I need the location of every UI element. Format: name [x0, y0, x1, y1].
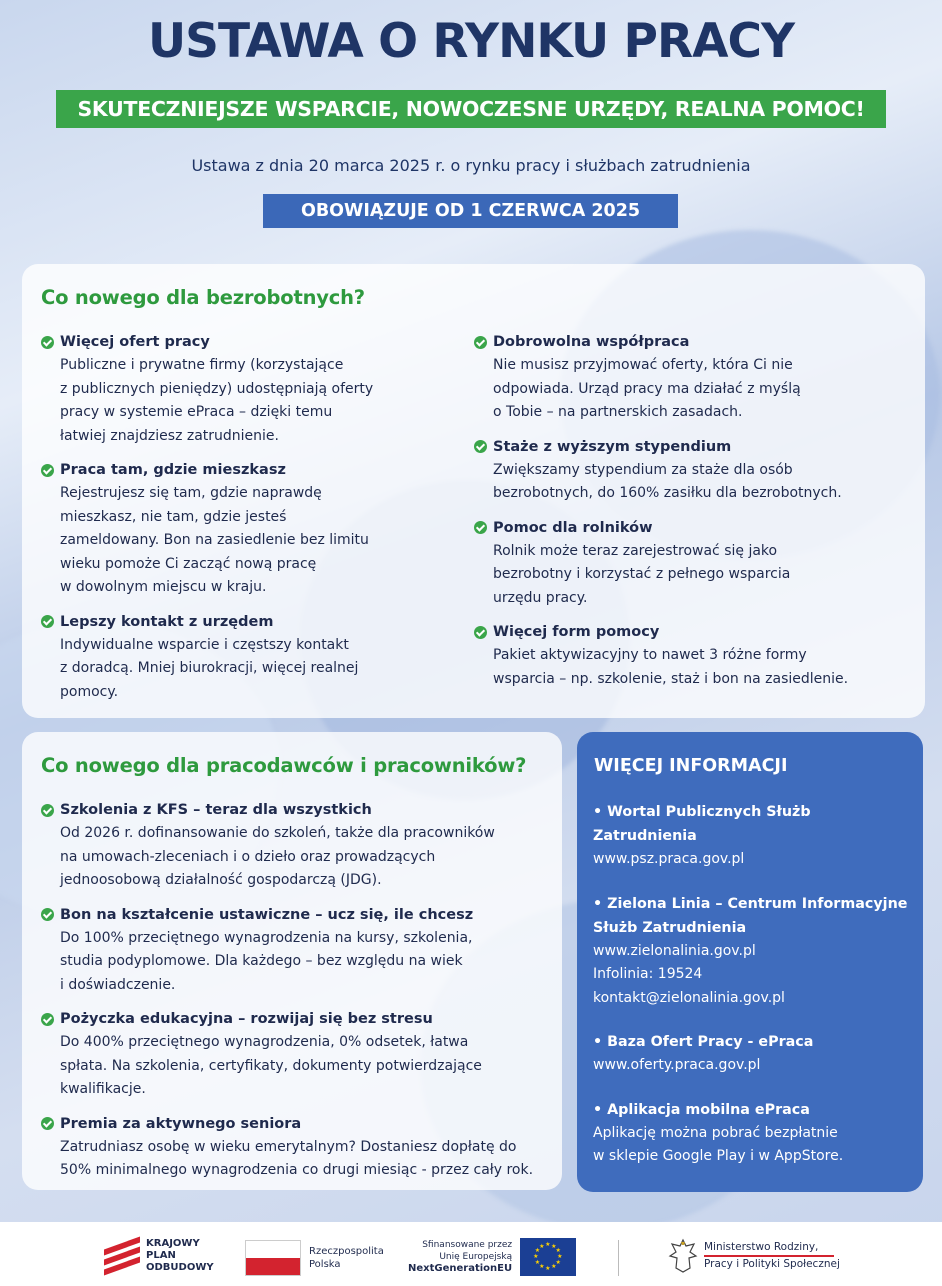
benefit-description [41, 354, 471, 448]
benefit-line: Rolnik może teraz zarejestrować się jako [493, 542, 778, 559]
info-line: Infolinia: 19524 [593, 966, 703, 982]
info-block-title: • Aplikacja mobilna ePraca [593, 1101, 810, 1118]
benefit-line: Zatrudniasz osobę w wieku emerytalnym? Dostaniesz dopłatę do [60, 1138, 517, 1155]
info-line: Aplikację można pobrać bezpłatnie [593, 1124, 838, 1141]
benefit-description [41, 634, 471, 705]
eu-star-icon: ★ [534, 1247, 541, 1254]
eu-line: Sfinansowane przez [422, 1240, 513, 1250]
benefit-line: urzędu pracy. [493, 589, 588, 606]
benefit-title-row [41, 458, 471, 482]
benefit-item [474, 330, 914, 425]
ministry-line: Ministerstwo Rodziny, [704, 1241, 819, 1253]
benefit-line: o Tobie – na partnerskich zasadach. [493, 404, 743, 420]
employers-heading: Co nowego dla pracodawców i pracowników? [41, 754, 527, 777]
benefit-title: Bon na kształcenie ustawiczne – ucz się, ile chcesz [60, 906, 474, 923]
benefit-line: Indywidualne wsparcie i częstszy kontakt [60, 636, 349, 653]
benefit-line: jednoosobową działalność gospodarczą (JDG). [60, 872, 382, 888]
headline-banner: SKUTECZNIEJSZE WSPARCIE, NOWOCZESNE URZĘDY, REALNA POMOC! [56, 90, 886, 128]
benefit-description [41, 927, 556, 998]
benefit-line: Publiczne i prywatne firmy (korzystające [60, 357, 344, 373]
benefit-item [41, 798, 556, 893]
eu-star-icon: ★ [533, 1253, 539, 1260]
info-block [593, 892, 913, 1011]
benefit-title-row [474, 516, 914, 540]
benefit-line: Pakiet aktywizacyjny to nawet 3 różne formy [493, 647, 807, 663]
rp-line: Polska [309, 1259, 341, 1270]
eu-line: Unię Europejską [439, 1252, 513, 1262]
benefit-line: w dowolnym miejscu w kraju. [60, 579, 267, 595]
benefit-line: Od 2026 r. dofinansowanie do szkoleń, także dla pracowników [60, 825, 495, 841]
benefit-line: łatwiej znajdziesz zatrudnienie. [60, 427, 279, 444]
benefit-title-row [474, 435, 914, 459]
benefit-line: pracy w systemie ePraca – dzięki temu [60, 404, 333, 420]
info-block [593, 1098, 913, 1169]
benefit-title-row [41, 330, 471, 354]
benefit-title-row [41, 1112, 556, 1136]
benefit-line: Nie musisz przyjmować oferty, która Ci nie [493, 357, 793, 373]
unemployed-right-column [474, 330, 914, 701]
ministry-logo [668, 1238, 840, 1274]
info-block [593, 800, 913, 872]
benefit-line: zameldowany. Bon na zasiedlenie bez limitu [60, 532, 369, 548]
more-info-list [593, 800, 913, 1189]
info-line: w sklepie Google Play i w AppStore. [593, 1148, 844, 1164]
benefit-line: na umowach-zleceniach i o dzieło oraz prowadzących [60, 848, 436, 865]
benefit-line: z publicznych pieniędzy) udostępniają oferty [60, 380, 374, 397]
benefit-description [474, 459, 914, 506]
benefit-title: Premia za aktywnego seniora [60, 1115, 302, 1132]
benefit-line: bezrobotny i korzystać z pełnego wsparcia [493, 566, 791, 582]
page-title: USTAWA O RYNKU PRACY [147, 14, 795, 69]
benefit-title: Szkolenia z KFS – teraz dla wszystkich [60, 802, 372, 818]
benefit-item [41, 1112, 556, 1183]
more-info-panel [577, 732, 923, 1192]
benefit-line: kwalifikacje. [60, 1081, 146, 1097]
info-link[interactable]: www.oferty.praca.gov.pl [593, 1057, 761, 1073]
benefit-line: odpowiada. Urząd pracy ma działać z myślą [493, 380, 801, 397]
check-circle-icon [474, 336, 487, 349]
footer-divider [618, 1240, 619, 1276]
kpo-line: ODBUDOWY [146, 1262, 214, 1273]
ministry-rule [704, 1255, 834, 1257]
check-circle-icon [41, 908, 54, 921]
rp-line: Rzeczpospolita [309, 1246, 384, 1257]
unemployed-left-column [41, 330, 471, 714]
unemployed-heading: Co nowego dla bezrobotnych? [41, 286, 365, 309]
benefit-title: Lepszy kontakt z urzędem [60, 613, 274, 630]
eu-line-strong: NextGenerationEU [408, 1263, 513, 1274]
benefit-item [41, 903, 556, 998]
benefit-title-row [41, 903, 556, 927]
benefit-description [41, 482, 471, 600]
eu-star-icon: ★ [545, 1241, 551, 1248]
check-circle-icon [41, 1013, 54, 1026]
benefit-title: Pożyczka edukacyjna – rozwijaj się bez stresu [60, 1011, 433, 1027]
info-block-title: • Baza Ofert Pracy - ePraca [593, 1034, 814, 1050]
info-link[interactable]: www.psz.praca.gov.pl [593, 851, 745, 867]
kpo-line: PLAN [146, 1250, 176, 1261]
check-circle-icon [41, 615, 54, 628]
benefit-line: Do 100% przeciętnego wynagrodzenia na kursy, szkolenia, [60, 929, 473, 946]
benefit-title: Dobrowolna współpraca [493, 334, 690, 350]
check-circle-icon [41, 804, 54, 817]
eu-star-icon: ★ [545, 1265, 551, 1272]
benefit-line: spłata. Na szkolenia, certyfikaty, dokumenty potwierdzające [60, 1057, 482, 1074]
check-circle-icon [41, 1117, 54, 1130]
info-link[interactable]: kontakt@zielonalinia.gov.pl [593, 989, 785, 1006]
benefit-item [474, 620, 914, 691]
eu-logo [408, 1238, 576, 1276]
info-block-title: • Wortal Publicznych Służb Zatrudnienia [593, 804, 811, 844]
effective-date-banner: OBOWIĄZUJE OD 1 CZERWCA 2025 [263, 194, 678, 228]
benefit-line: Do 400% przeciętnego wynagrodzenia, 0% odsetek, łatwa [60, 1034, 469, 1050]
benefit-title-row [41, 798, 556, 822]
benefit-title: Więcej ofert pracy [60, 334, 210, 350]
benefit-item [41, 610, 471, 705]
footer-logos [0, 1222, 942, 1286]
benefit-item [41, 1007, 556, 1102]
benefit-line: pomocy. [60, 683, 119, 700]
eu-star-icon: ★ [551, 1263, 557, 1271]
benefit-title-row [474, 620, 914, 644]
ministry-line: Pracy i Polityki Społecznej [704, 1258, 840, 1270]
check-circle-icon [474, 521, 487, 534]
info-block [593, 1030, 913, 1078]
benefit-line: bezrobotnych, do 160% zasiłku dla bezrobotnych. [493, 485, 842, 501]
benefit-line: wieku pomoże Ci zacząć nową pracę [60, 555, 317, 572]
benefit-item [41, 330, 471, 448]
eu-star-icon: ★ [534, 1259, 541, 1266]
check-circle-icon [474, 626, 487, 639]
benefit-description [41, 1136, 556, 1183]
benefit-line: 50% minimalnego wynagrodzenia co drugi miesiąc - przez cały rok. [60, 1162, 534, 1178]
check-circle-icon [41, 336, 54, 349]
eu-star-icon: ★ [539, 1263, 545, 1271]
eu-star-icon: ★ [555, 1247, 561, 1254]
benefit-title-row [41, 1007, 556, 1031]
check-circle-icon [474, 440, 487, 453]
eu-star-icon: ★ [555, 1259, 561, 1266]
eu-star-icon: ★ [551, 1242, 557, 1250]
law-subtitle: Ustawa z dnia 20 marca 2025 r. o rynku pracy i służbach zatrudnienia [191, 156, 751, 175]
benefit-title: Staże z wyższym stypendium [493, 438, 732, 455]
benefit-description [41, 822, 556, 893]
benefit-item [474, 435, 914, 506]
rp-logo [245, 1240, 384, 1276]
employers-list [41, 798, 556, 1193]
benefit-line: Rejestrujesz się tam, gdzie naprawdę [60, 485, 322, 501]
benefit-line: wsparcia – np. szkolenie, staż i bon na zasiedlenie. [493, 670, 849, 687]
benefit-item [41, 458, 471, 600]
kpo-logo [104, 1238, 214, 1274]
eu-star-icon: ★ [557, 1253, 563, 1260]
benefit-line: studia podyplomowe. Dla każdego – bez względu na wiek [60, 953, 463, 969]
benefit-line: mieszkasz, nie tam, gdzie jesteś [60, 508, 287, 525]
info-link[interactable]: www.zielonalinia.gov.pl [593, 942, 756, 959]
info-block-title: • Zielona Linia – Centrum Informacyjne Służb Zatrudnienia [593, 895, 908, 936]
benefit-title-row [474, 330, 914, 354]
kpo-line: KRAJOWY [146, 1238, 200, 1249]
benefit-line: Zwiększamy stypendium za staże dla osób [493, 461, 793, 478]
benefit-title: Praca tam, gdzie mieszkasz [60, 462, 286, 478]
more-info-heading: WIĘCEJ INFORMACJI [594, 756, 788, 776]
benefit-line: z doradcą. Mniej biurokracji, więcej realnej [60, 660, 359, 676]
benefit-line: i doświadczenie. [60, 976, 176, 993]
eagle-emblem-icon [668, 1238, 698, 1274]
poland-flag-icon [245, 1240, 301, 1276]
benefit-description [474, 354, 914, 425]
eu-star-icon: ★ [539, 1242, 545, 1250]
benefit-title: Pomoc dla rolników [493, 519, 653, 536]
employers-section [22, 732, 562, 1190]
benefit-description [41, 1031, 556, 1102]
kpo-mark-icon [104, 1239, 140, 1273]
benefit-title-row [41, 610, 471, 634]
eu-flag-icon [520, 1238, 576, 1276]
benefit-item [474, 516, 914, 611]
unemployed-section [22, 264, 925, 718]
benefit-description [474, 540, 914, 611]
benefit-description [474, 644, 914, 691]
check-circle-icon [41, 464, 54, 477]
benefit-title: Więcej form pomocy [493, 624, 660, 640]
